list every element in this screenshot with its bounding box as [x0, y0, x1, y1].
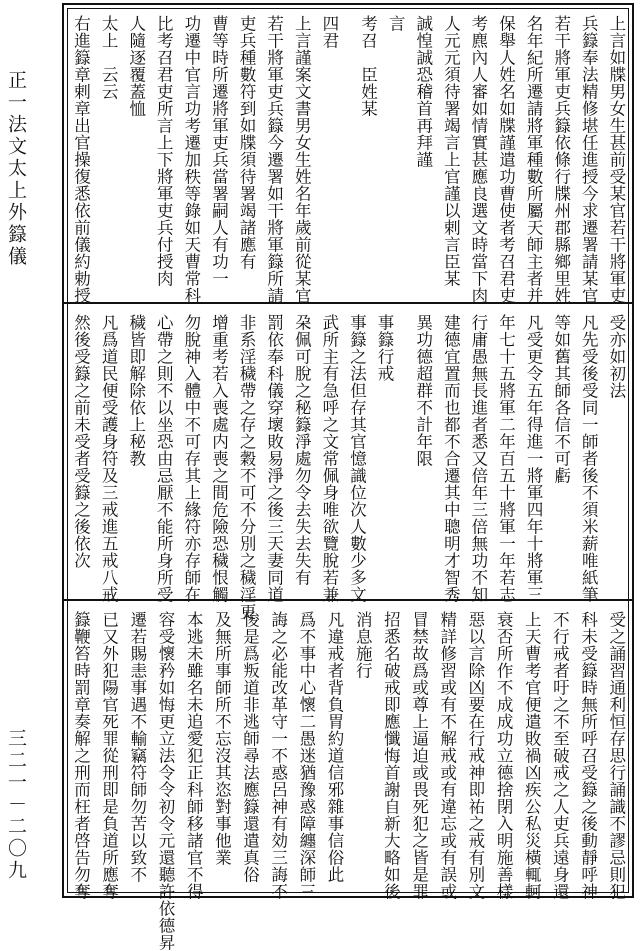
text-column: 衰否所作不成成功立德捨閉入明施善樣: [494, 611, 514, 900]
text-column: 非系淫穢帶之存之穀不可不分別之穢淫更: [237, 314, 257, 620]
text-column: 若干將軍吏兵籙依條行牒州郡縣鄉里姓: [551, 15, 571, 304]
text-column: 等如舊其師各信不可虧: [551, 314, 571, 484]
text-column: 誨之必能改革守一不惑呂神有効三誨不: [268, 611, 288, 900]
text-column: 冒禁故爲或尊上逼迫或畏死犯之皆是罪: [409, 611, 429, 900]
text-column: 上言如牒男女生甚前受某官若干將軍吏: [606, 15, 626, 304]
page-frame: [62, 3, 634, 951]
text-column: 人元元須待署竭言上官謹以剌言臣某: [441, 15, 461, 287]
text-column: 吏兵種數符到如牒須待署竭諸應有: [237, 15, 257, 270]
text-column: 比考召君吏所言上下將軍吏兵付授肉: [154, 15, 174, 287]
text-column: 誠惶誠恐稽首再拜謹: [413, 15, 433, 168]
text-column: 受亦如初法: [606, 314, 626, 399]
text-column: 惡以言除凶要在行戒神即祐之戒有別文: [465, 611, 485, 900]
text-column: 凡爲道民便受護身符及三戒進五戒八戒: [99, 314, 119, 603]
text-column: 罰依奉科儀穿壞敗易淨之後三天妻同道: [264, 314, 284, 603]
text-column: 建德宜置而也都不合遷其中聰明才智秀: [441, 314, 461, 603]
text-column: 然後受籙之前未受者受籙之後依次: [71, 314, 91, 569]
text-column: 精詳修習或有不解戒或有違忘或有誤或: [437, 611, 457, 900]
text-column: 名年紀所遷請將軍種數所屬天師主者并: [524, 15, 544, 304]
text-column: 考召 臣姓某: [358, 15, 378, 117]
text-column: 不行戒者吁之不至破戒之人吏兵遠身還: [550, 611, 570, 900]
text-column: 穢皆即解除依上秘教: [126, 314, 146, 467]
text-column: 右進籙章剌章出官操復悉依前儀約勅授: [71, 15, 91, 304]
text-column: 受之誦習通利恒存思行誦識不謬忌則犯: [606, 611, 626, 900]
text-column: 言: [386, 15, 406, 32]
text-column: 科未受籙時無所呼召受籙之後動靜呼神: [578, 611, 598, 900]
book-title: 正一法文太上外籙儀: [5, 70, 27, 268]
text-panel-top: [64, 5, 632, 302]
text-column: 勿脫神入體中不可存其上緣符亦存師在: [181, 314, 201, 603]
text-column: 籙鞭笞時罰章奏解之刑而枉者啓告勿奪: [71, 611, 91, 900]
text-column: 招悉名破戒即應懺悔首謝自新大略如後: [381, 611, 401, 900]
text-column: 功遷中官言功考遷加秩等錄如天曹常科: [181, 15, 201, 304]
text-column: 年七十五將軍二年百五十將軍一年若志: [496, 314, 516, 603]
text-column: 人隨逐覆蓋恤: [126, 15, 146, 117]
text-column: 行庸愚無長進者悉又倍年三倍無功不知: [468, 314, 488, 603]
text-column: 遷若賜恚事遇不輸竊符師勿苦以致不: [127, 611, 147, 883]
text-column: 增重考若入喪處内喪之間危險恐穢恨觸: [209, 314, 229, 603]
text-column: 事籙之法但存其官憶識位次人數少多文: [347, 314, 367, 603]
page-number: 三二一－二〇九: [5, 728, 27, 882]
text-column: 凡先受後受同一師者後不須米薪唯紙筆: [579, 314, 599, 603]
text-column: 武所主有急呼之文常佩身唯欲覽脫若兼: [319, 314, 339, 603]
text-column: 曹等時所遷將軍吏兵當署嗣人有功一: [209, 15, 229, 287]
text-column: 悛是爲叛道非逃師尋法應籙還遣真俗: [240, 611, 260, 883]
text-column: 爲不事中心懷二愚迷猶豫惑障纏深師三: [296, 611, 316, 900]
text-panel-middle: [64, 302, 632, 620]
text-column: 保舉人姓名如牒謹遣功曹使者考召君吏: [496, 15, 516, 304]
text-column: 凡受更令五年得進一將軍四年十將軍三: [524, 314, 544, 603]
text-column: 太上 云云: [99, 15, 119, 100]
text-column: 消息施行: [353, 611, 373, 679]
text-column: 朶佩可脫之秘籙淨處勿令去失去失有: [292, 314, 312, 586]
text-panel-bottom: [64, 599, 632, 951]
text-column: 上言謹案文書男女生姓名年歲前從某官: [292, 15, 312, 304]
text-column: 已又外犯陽官死罪從刑即是負道所應奪: [99, 611, 119, 900]
text-column: 考麃內人審如情實甚應良選文時當下肉: [468, 15, 488, 304]
text-column: 及無所事師所不忘沒其恣對事他業: [212, 611, 232, 866]
text-column: 凡違戒者背負胃約道信邪雜事信俗此: [325, 611, 345, 883]
text-column: 若干將軍吏兵籙今遷署如干將軍籙所請: [264, 15, 284, 304]
text-column: 異功德超群不計年限: [413, 314, 433, 467]
text-column: 事籙行戒: [375, 314, 395, 382]
text-column: 兵籙奉法精修堪任進授今求遷署請某官: [579, 15, 599, 304]
text-column: 上天曹考官便遣敗禍凶疾公私災橫輒軻: [522, 611, 542, 900]
text-column: 心帶之則不以坐恐由忌厭不能所身所受: [154, 314, 174, 603]
text-column: 本逃未雖名未追愛犯正科師移諸官不得: [184, 611, 204, 900]
text-column: 容受懷矜如悔更立法令令初令元還聽許依德昇: [156, 611, 176, 951]
text-column: 四君: [319, 15, 339, 49]
